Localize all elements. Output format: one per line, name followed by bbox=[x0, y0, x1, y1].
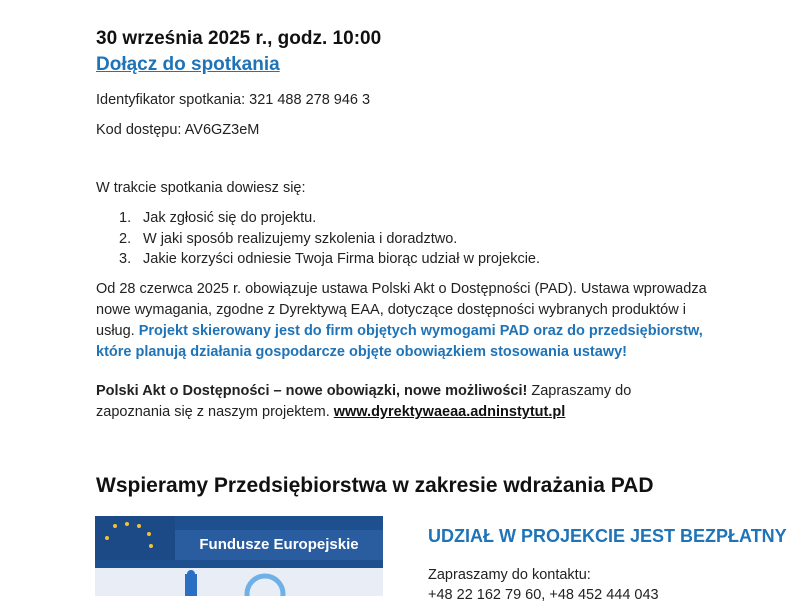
list-text: Jak zgłosić się do projektu. bbox=[143, 210, 317, 226]
list-number: 3. bbox=[119, 251, 132, 267]
eu-funds-label: Fundusze Europejskie bbox=[175, 530, 383, 560]
list-intro: W trakcie spotkania dowiesz się: bbox=[96, 180, 306, 196]
free-participation-heading: UDZIAŁ W PROJEKCIE JEST BEZPŁATNY bbox=[428, 526, 787, 546]
access-code: Kod dostępu: AV6GZ3eM bbox=[96, 122, 260, 138]
meeting-datetime: 30 września 2025 r., godz. 10:00 bbox=[96, 28, 382, 49]
list-item bbox=[96, 249, 540, 270]
section-title: Wspieramy Przedsiębiorstwa w zakresie wdrażania PAD bbox=[96, 474, 654, 497]
list-number: 2. bbox=[119, 230, 132, 247]
list-text: Jakie korzyści odniesie Twoja Firma biorąc udział w projekcie. bbox=[143, 251, 541, 267]
project-website-link[interactable]: www.dyrektywaeaa.adninstytut.pl bbox=[333, 404, 566, 420]
pad-text: Od 28 czerwca 2025 r. obowiązuje ustawa Polski Akt o Dostępności (PAD). Ustawa wprowadza nowe wymagania, zgodne z Dyrektywą EAA, dotyczące dostępności wybranych produktów i usług. bbox=[96, 281, 707, 339]
contact-block bbox=[428, 565, 659, 605]
project-bold: Polski Akt o Dostępności – nowe obowiązki, nowe możliwości! bbox=[96, 383, 528, 399]
contact-phones: +48 22 162 79 60, +48 452 444 043 bbox=[428, 587, 659, 603]
join-meeting-link[interactable]: Dołącz do spotkania bbox=[96, 54, 280, 75]
project-paragraph bbox=[96, 381, 706, 423]
eu-stars-icon bbox=[95, 516, 175, 560]
banner-strip bbox=[95, 568, 383, 596]
list-number: 1. bbox=[119, 210, 132, 226]
topics-list bbox=[96, 208, 540, 270]
eu-funds-banner bbox=[95, 516, 383, 596]
meeting-id: Identyfikator spotkania: 321 488 278 946 3 bbox=[96, 92, 371, 108]
list-text: W jaki sposób realizujemy szkolenia i doradztwo. bbox=[143, 230, 458, 247]
list-item bbox=[96, 208, 540, 229]
project-text: Zapraszamy do zapoznania się z naszym projektem. bbox=[96, 383, 632, 420]
pad-paragraph bbox=[96, 279, 716, 363]
list-item bbox=[96, 229, 540, 250]
contact-intro: Zapraszamy do kontaktu: bbox=[428, 567, 591, 583]
pad-highlight: Projekt skierowany jest do firm objętych wymogami PAD oraz do przedsiębiorstw, które planują działania gospodarcze objęte obowiązkiem stosowania ustawy! bbox=[96, 323, 703, 360]
